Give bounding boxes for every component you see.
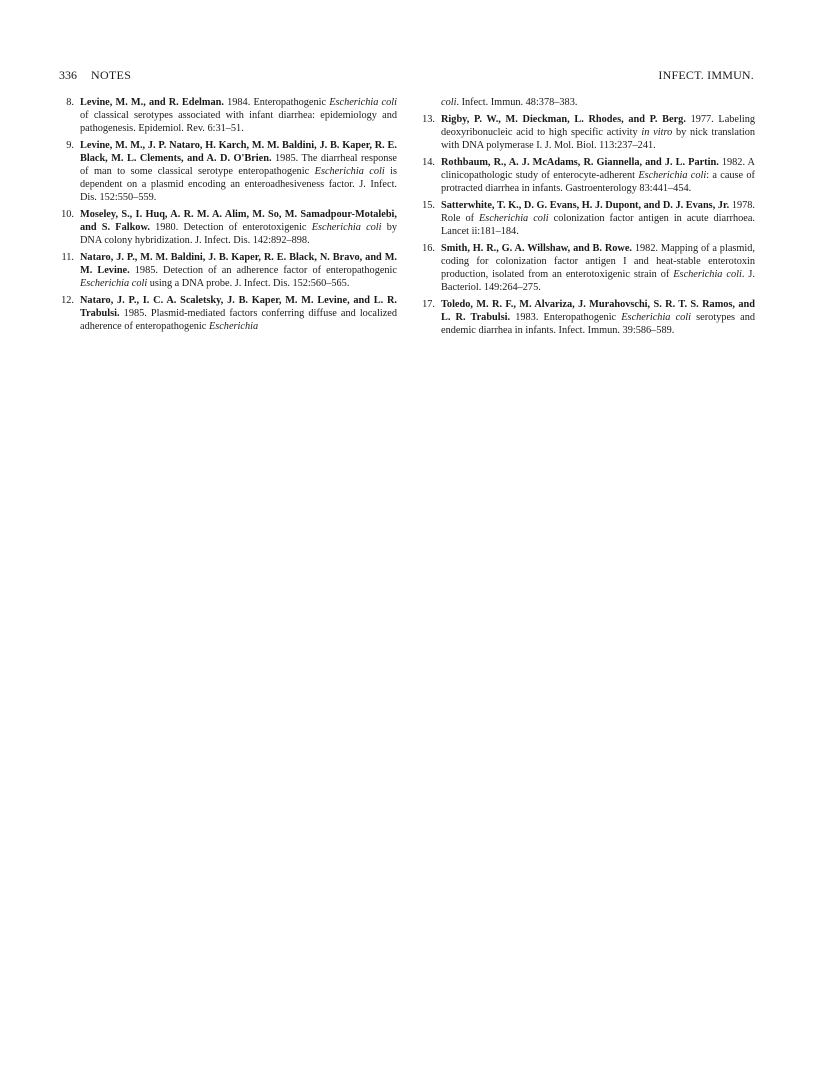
reference-italic-text: Escherichia — [208, 321, 259, 332]
reference-item — [420, 199, 755, 238]
reference-text: : a cause of protracted diarrhea in infants. Gastroenterology 83:441–454. — [441, 170, 755, 194]
references-right-column — [420, 96, 755, 341]
reference-italic-text: Escherichia coli — [621, 312, 692, 323]
reference-text: serotypes and endemic diarrhea in infants. Infect. Immun. 39:586–589. — [441, 312, 756, 336]
reference-authors: Nataro, J. P., I. C. A. Scaletsky, J. B. Kaper, M. M. Levine, and L. R. Trabulsi. — [80, 295, 397, 319]
reference-year: 1985. — [134, 265, 158, 276]
reference-year: 1985. — [275, 153, 299, 164]
reference-item — [59, 139, 397, 204]
reference-year: 1980. — [155, 222, 179, 233]
reference-italic-text: Escherichia coli — [673, 269, 742, 280]
reference-number: 8. — [66, 97, 74, 108]
reference-text: is dependent on a plasmid encoding an enteroadhesiveness factor. J. Infect. Dis. 152:550–559. — [80, 166, 397, 203]
reference-year: 1977. — [690, 114, 714, 125]
reference-text: . Infect. Immun. 48:378–383. — [456, 97, 578, 108]
reference-year: 1983. — [515, 312, 539, 323]
reference-authors: Nataro, J. P., M. M. Baldini, J. B. Kaper, R. E. Black, N. Bravo, and M. M. Levine. — [80, 252, 397, 276]
reference-authors: Levine, M. M., J. P. Nataro, H. Karch, M. M. Baldini, J. B. Kaper, R. E. Black, M. L. Clements, and A. D. O'Brien. — [80, 140, 397, 164]
reference-authors: Levine, M. M., and R. Edelman. — [80, 97, 224, 108]
reference-text: Enteropathogenic — [538, 312, 622, 323]
reference-number: 17. — [422, 299, 435, 310]
reference-authors: Moseley, S., I. Huq, A. R. M. A. Alim, M. So, M. Samadpour-Motalebi, and S. Falkow. — [80, 209, 397, 233]
reference-text: A clinicopathologic study of enterocyte-adherent — [441, 157, 755, 181]
reference-number: 14. — [422, 157, 435, 168]
reference-item — [420, 156, 755, 195]
reference-year: 1978. — [731, 200, 755, 211]
reference-italic-text: coli — [441, 97, 457, 108]
reference-text: Role of — [441, 213, 480, 224]
reference-continuation — [441, 96, 755, 109]
reference-italic-text: Escherichia coli — [80, 278, 148, 289]
reference-authors: Smith, H. R., G. A. Willshaw, and B. Rowe. — [441, 243, 633, 254]
reference-text: Labeling deoxyribonucleic acid to high specific activity — [441, 114, 756, 138]
section-title: NOTES — [91, 68, 132, 82]
reference-number: 12. — [61, 295, 74, 306]
reference-text: Mapping of a plasmid, coding for colonization factor antigen I and heat-stable enterotoxin production, isolated from an enterotoxigenic strain of — [441, 243, 755, 280]
reference-item — [59, 96, 397, 135]
reference-authors: Rigby, P. W., M. Dieckman, L. Rhodes, and P. Berg. — [441, 114, 686, 125]
reference-authors: Toledo, M. R. F., M. Alvariza, J. Murahovschi, S. R. T. S. Ramos, and L. R. Trabulsi. — [441, 299, 755, 323]
page-number: 336 — [59, 68, 77, 82]
reference-item — [59, 294, 397, 333]
reference-text: Detection of enterotoxigenic — [178, 222, 312, 233]
reference-italic-text: Escherichia coli — [314, 166, 385, 177]
reference-text: colonization factor antigen in acute diarrhoea. Lancet ii:181–184. — [441, 213, 755, 237]
reference-text: Enteropathogenic — [250, 97, 330, 108]
reference-year: 1984. — [227, 97, 251, 108]
reference-item — [420, 113, 755, 152]
reference-italic-text: in vitro — [641, 127, 673, 138]
reference-item — [59, 208, 397, 247]
reference-text: . J. Bacteriol. 149:264–275. — [441, 269, 756, 293]
reference-text: Detection of an adherence factor of enteropathogenic — [157, 265, 397, 276]
reference-text: by nick translation with DNA polymerase I. J. Mol. Biol. 113:237–241. — [441, 127, 755, 151]
reference-year: 1985. — [123, 308, 147, 319]
reference-number: 10. — [61, 209, 74, 220]
reference-item — [59, 251, 397, 290]
reference-item — [420, 242, 755, 294]
running-header — [59, 68, 754, 84]
reference-italic-text: Escherichia coli — [638, 170, 707, 181]
reference-number: 9. — [66, 140, 74, 151]
reference-authors: Rothbaum, R., A. J. McAdams, R. Giannella, and J. L. Partin. — [441, 157, 719, 168]
references-left-column — [59, 96, 397, 337]
reference-text: of classical serotypes associated with infant diarrhea: epidemiology and pathogenesis. Epidemiol. Rev. 6:31–51. — [80, 110, 397, 134]
reference-text: by DNA colony hybridization. J. Infect. Dis. 142:892–898. — [80, 222, 398, 246]
reference-item — [420, 298, 755, 337]
reference-text: The diarrheal response of man to some classical serotype enteropathogenic — [80, 153, 397, 177]
reference-number: 13. — [422, 114, 435, 125]
reference-text: using a DNA probe. J. Infect. Dis. 152:560–565. — [147, 278, 350, 289]
journal-name: INFECT. IMMUN. — [658, 68, 754, 82]
reference-text: Plasmid-mediated factors conferring diffuse and localized adherence of enteropathogenic — [80, 308, 397, 332]
reference-number: 16. — [422, 243, 435, 254]
reference-year: 1982. — [634, 243, 659, 254]
reference-number: 15. — [422, 200, 435, 211]
reference-authors: Satterwhite, T. K., D. G. Evans, H. J. Dupont, and D. J. Evans, Jr. — [441, 200, 730, 211]
reference-italic-text: Escherichia coli — [311, 222, 382, 233]
reference-italic-text: Escherichia coli — [479, 213, 549, 224]
reference-italic-text: Escherichia coli — [329, 97, 397, 108]
reference-year: 1982. — [721, 157, 746, 168]
reference-number: 11. — [61, 252, 74, 263]
